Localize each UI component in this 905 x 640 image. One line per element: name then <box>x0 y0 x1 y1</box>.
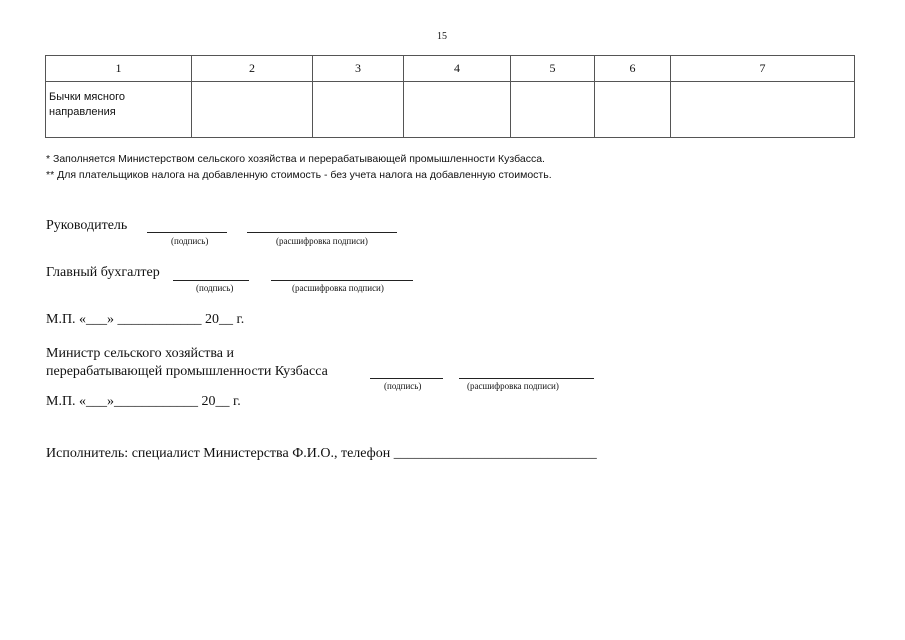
footnote-1: * Заполняется Министерством сельского хозяйства и перерабатывающей промышленности Кузбасса. <box>46 153 545 165</box>
table-row <box>46 82 855 138</box>
head-signature-hint: (подпись) <box>171 236 209 246</box>
table-header-cell: 6 <box>595 56 671 82</box>
table-header-cell: 5 <box>511 56 595 82</box>
table-cell <box>595 82 671 138</box>
table-cell <box>671 82 855 138</box>
accountant-decoding-line <box>271 280 413 281</box>
head-signature-line <box>147 232 227 233</box>
accountant-signature-hint: (подпись) <box>196 283 234 293</box>
table-header-cell: 2 <box>192 56 313 82</box>
table-header-cell: 7 <box>671 56 855 82</box>
table-header-cell: 4 <box>404 56 511 82</box>
head-decoding-line <box>247 232 397 233</box>
minister-signature-hint: (подпись) <box>384 381 422 391</box>
head-label: Руководитель <box>46 218 128 233</box>
chief-accountant-label: Главный бухгалтер <box>46 265 160 280</box>
minister-title-line-2: перерабатывающей промышленности Кузбасса <box>46 364 328 379</box>
table-header-row <box>46 56 855 82</box>
stamp-date-line-2: М.П. «___»____________ 20__ г. <box>46 394 241 409</box>
table-header-cell: 1 <box>46 56 192 82</box>
table-cell <box>404 82 511 138</box>
table-header-cell: 3 <box>313 56 404 82</box>
accountant-decoding-hint: (расшифровка подписи) <box>292 283 384 293</box>
page-number: 15 <box>437 31 447 42</box>
stamp-date-line-1: М.П. «___» ____________ 20__ г. <box>46 312 245 327</box>
minister-decoding-line <box>459 378 594 379</box>
minister-signature-line <box>370 378 443 379</box>
table-cell <box>511 82 595 138</box>
head-decoding-hint: (расшифровка подписи) <box>276 236 368 246</box>
row-label: Бычки мясного направления <box>49 91 125 118</box>
minister-decoding-hint: (расшифровка подписи) <box>467 381 559 391</box>
accountant-signature-line <box>173 280 249 281</box>
executor-line: Исполнитель: специалист Министерства Ф.И.О., телефон _____________________________ <box>46 446 597 461</box>
table-row-label-cell <box>46 82 192 138</box>
data-table <box>45 55 855 138</box>
footnote-2: ** Для плательщиков налога на добавленную стоимость - без учета налога на добавленную стоимость. <box>46 169 552 181</box>
table-cell <box>313 82 404 138</box>
table-cell <box>192 82 313 138</box>
minister-title-line-1: Министр сельского хозяйства и <box>46 346 234 361</box>
